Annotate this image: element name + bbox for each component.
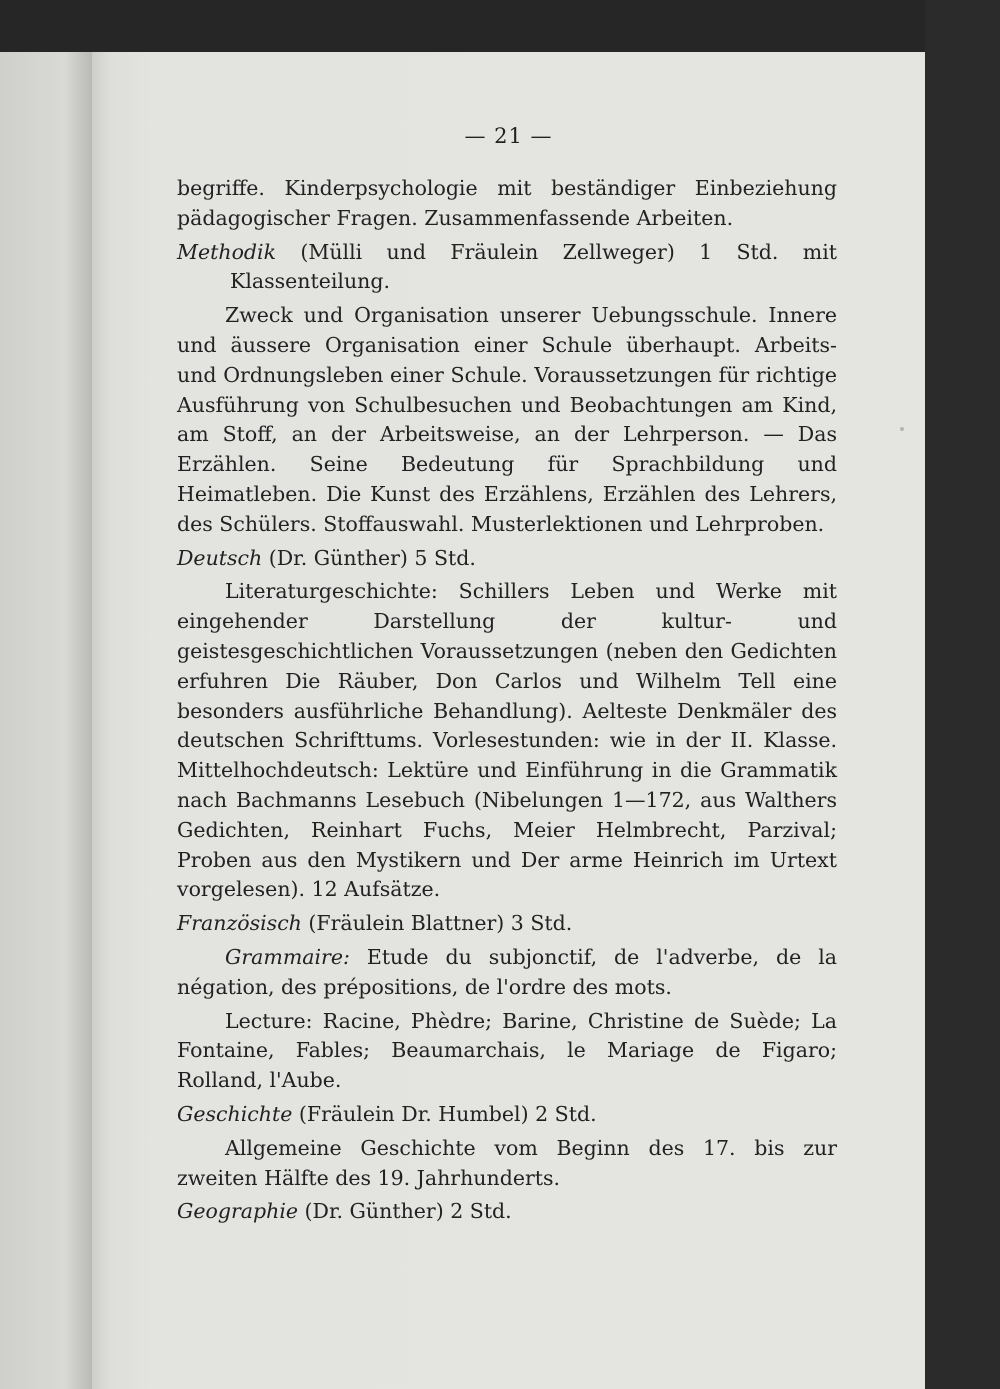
scan-background-top [0,0,1000,52]
paragraph-geschichte: Allgemeine Geschichte vom Beginn des 17. bis zur zweiten Hälfte des 19. Jahrhunderts. [177,1135,837,1190]
paragraph-lecture: Lecture: Racine, Phèdre; Barine, Christine de Suède; La Fontaine, Fables; Beaumarchais, le Mariage de Figaro; Rolland, l'Aube. [177,1008,837,1093]
geographie-details: (Dr. Günther) 2 Std. [298,1199,512,1224]
page-text [177,174,837,1227]
heading-franzoesisch [177,909,837,939]
scan-background-right [925,0,1000,1389]
grammaire-label: Grammaire: [225,944,350,969]
subject-geschichte: Geschichte [177,1101,293,1126]
subject-deutsch: Deutsch [177,545,263,570]
geschichte-details: (Fräulein Dr. Humbel) 2 Std. [292,1101,597,1126]
heading-deutsch [177,544,837,574]
paragraph-methodik: Zweck und Organisation unserer Uebungsschule. Innere und äussere Organisation einer Schule überhaupt. Arbeits- und Ordnungsleben einer Schule. Voraussetzungen für richtige Ausführung von Schulbesuchen und Beobachtungen am Kind, am Stoff, an der Arbeitsweise, an der Lehrperson. — Das Erzählen. Seine Bedeutung für Sprachbildung und Heimatleben. Die Kunst des Erzählens, Erzählen des Lehrers, des Schülers. Stoffauswahl. Musterlektionen und Lehrproben. [177,303,837,536]
page-number: — 21 — [464,124,553,148]
grammaire-text: Etude du subjonctif, de l'adverbe, de la négation, des prépositions, de l'ordre des mots. [177,944,837,999]
deutsch-details: (Dr. Günther) 5 Std. [262,545,476,570]
heading-geschichte [177,1100,837,1130]
paragraph-paedagogik-end: begriffe. Kinderpsychologie mit beständiger Einbeziehung pädagogischer Fragen. Zusammenfassende Arbeiten. [177,176,837,230]
paragraph-grammaire [177,943,837,1003]
heading-methodik [177,238,837,298]
paper-speck [900,427,904,431]
heading-geographie [177,1197,837,1227]
previous-page-edge [0,52,93,1389]
subject-methodik: Methodik [177,239,277,264]
paragraph-deutsch: Literaturgeschichte: Schillers Leben und Werke mit eingehender Darstellung der kultur- und geistesgeschichtlichen Voraussetzungen (neben den Gedichten erfuhren Die Räuber, Don Carlos und Wilhelm Tell eine besonders ausführliche Behandlung). Aelteste Denkmäler des deutschen Schrifttums. Vorlesestunden: wie in der II. Klasse. Mittelhochdeutsch: Lektüre und Einführung in die Grammatik nach Bachmanns Lesebuch (Nibelungen 1—172, aus Walthers Gedichten, Reinhart Fuchs, Meier Helmbrecht, Parzival; Proben aus den Mystikern und Der arme Heinrich im Urtext vorgelesen). 12 Aufsätze. [177,579,837,902]
franzoesisch-details: (Fräulein Blattner) 3 Std. [301,911,573,936]
book-page [92,52,925,1389]
subject-geographie: Geographie [177,1199,299,1224]
subject-franzoesisch: Französisch [177,911,302,936]
methodik-details: (Mülli und Fräulein Zellweger) 1 Std. mit Klassenteilung. [230,239,837,294]
